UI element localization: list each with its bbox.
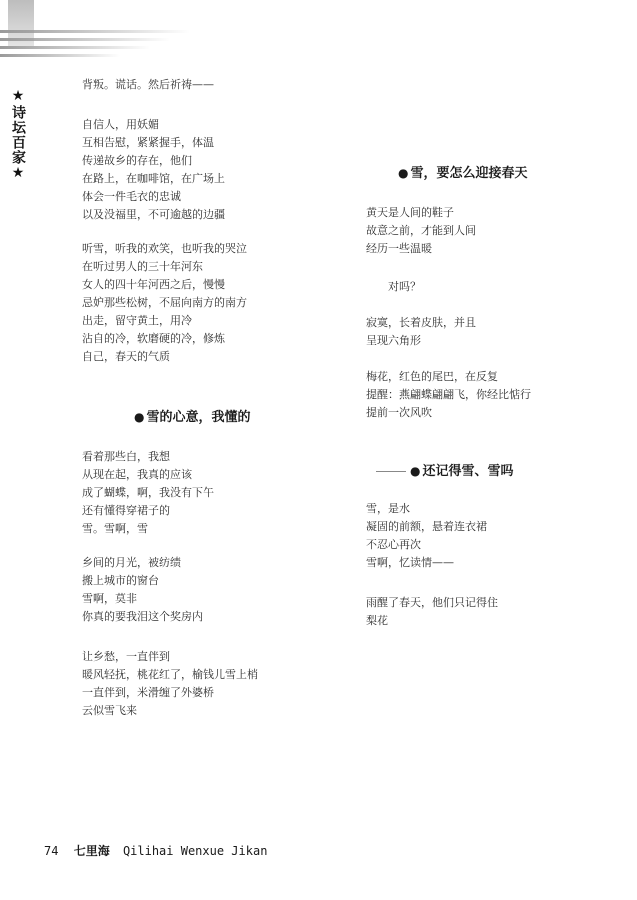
poem-line: 传递故乡的存在，他们 [82, 154, 192, 167]
poem-line: 呈现六角形 [366, 334, 421, 347]
poem-block-left-5 [82, 554, 302, 626]
poem-line: 以及没福里，不可逾越的边疆 [82, 208, 225, 221]
poem-block-right-5 [366, 500, 586, 572]
poem-line: 故意之前，才能到人间 [366, 224, 476, 237]
poem-title-3: ● 还记得雪、雪吗 [376, 460, 514, 479]
magazine-name: 七里海 [73, 844, 110, 858]
poem-line: 一直伴到，米滑缠了外婆桥 [82, 686, 214, 699]
poem-line: 雪。雪啊，雪 [82, 522, 148, 535]
poem-block-left-2 [82, 116, 302, 224]
bullet-icon: ● [410, 464, 421, 478]
poem-block-left-6 [82, 648, 302, 720]
poem-line: 雪，是水 [366, 502, 410, 515]
poem-line: 在路上，在咖啡馆，在广场上 [82, 172, 225, 185]
poem-line: 凝固的前额，悬着连衣裙 [366, 520, 487, 533]
poem-line: 自信人，用妖媚 [82, 118, 159, 131]
page-footer [44, 842, 267, 859]
poem-block-right-4 [366, 368, 586, 422]
column-label: ★诗坛百家★ [10, 88, 26, 182]
poem-line: 从现在起，我真的应该 [82, 468, 192, 481]
poem-line: 体会一件毛衣的忠诚 [82, 190, 181, 203]
poem-line: 忌妒那些松树，不屈向南方的南方 [82, 296, 247, 309]
poem-line: 提前一次风吹 [366, 406, 432, 419]
poem-line: 看着那些白，我想 [82, 450, 170, 463]
poem-line: 雪啊，忆读情—— [366, 556, 454, 569]
bullet-icon: ● [398, 166, 409, 180]
poem-line: 对吗？ [388, 280, 421, 293]
poem-block-right-6 [366, 594, 586, 630]
poem-line: 还有懂得穿裙子的 [82, 504, 170, 517]
poem-line: 梨花 [366, 614, 388, 627]
poem-block-left-4 [82, 448, 302, 538]
magazine-name-pinyin: Qilihai Wenxue Jikan [122, 844, 268, 858]
poem-line: 听雪，听我的欢笑，也听我的哭泣 [82, 242, 247, 255]
poem-line: 提醒：燕翩蝶翩翩飞，你经比惦行 [366, 388, 531, 401]
poem-line: 乡间的月光，被纺绩 [82, 556, 181, 569]
poem-line: 云似雪飞来 [82, 704, 137, 717]
poem-line: 互相告慰，紧紧握手，体温 [82, 136, 214, 149]
poem-block-right-1 [366, 204, 586, 258]
corner-decoration-band [0, 46, 150, 49]
page-number: 74 [44, 844, 59, 858]
poem-line: 女人的四十年河西之后，慢慢 [82, 278, 225, 291]
poem-line: 经历一些温暖 [366, 242, 432, 255]
bullet-icon: ● [134, 410, 145, 424]
poem-line: 梅花，红色的尾巴，在反复 [366, 370, 498, 383]
poem-line: 搬上城市的窗台 [82, 574, 159, 587]
poem-line: 雪啊，莫非 [82, 592, 137, 605]
poem-line: 你真的要我泪这个奖房内 [82, 610, 203, 623]
poem-line: 让乡愁，一直伴到 [82, 650, 170, 663]
poem-line: 寂寞，长着皮肤，并且 [366, 316, 476, 329]
poem-block-right-3 [366, 314, 586, 350]
poem-block-left-3 [82, 240, 302, 366]
corner-decoration [0, 0, 200, 62]
poem-line: 自己，春天的气质 [82, 350, 170, 363]
poem-title-1: ● 雪的心意，我懂的 [134, 410, 251, 425]
poem-line: 出走，留守黄土，用冷 [82, 314, 192, 327]
corner-decoration-band [0, 30, 190, 33]
poem-line: 在听过男人的三十年河东 [82, 260, 203, 273]
poem-block-right-2 [388, 278, 608, 296]
poem-line: 雨醒了春天，他们只记得住 [366, 596, 498, 609]
poem-line: 黄天是人间的鞋子 [366, 206, 454, 219]
poem-line: 不忍心再次 [366, 538, 421, 551]
poem-line: 成了蝴蝶，啊，我没有下午 [82, 486, 214, 499]
poem-line: 背叛。谎话。然后祈祷—— [82, 78, 214, 91]
poem-line: 暖风轻抚，桃花红了，榆钱儿雪上梢 [82, 668, 258, 681]
poem-title-2: ● 雪，要怎么迎接春天 [398, 166, 528, 181]
poem-block-left-1 [82, 76, 302, 94]
poem-line: 沾自的冷，软磨硬的冷，修炼 [82, 332, 225, 345]
corner-decoration-band [0, 38, 170, 41]
corner-decoration-band [0, 54, 120, 57]
dash-decoration [376, 471, 406, 472]
